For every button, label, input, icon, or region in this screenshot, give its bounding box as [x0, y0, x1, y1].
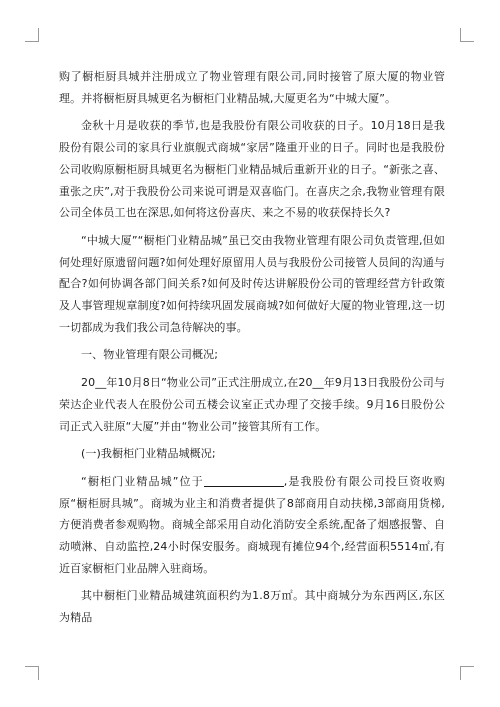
mall-location-prefix: “橱柜门业精品城”位于	[81, 474, 204, 488]
paragraph-company-registration: 20__年10月8日“物业公司”正式注册成立,在20__年9月13日我股份公司与荣达企业代表人在股份公司五楼会议室正式办理了交接手续。9月16日股份公司正式入驻原“大厦”并由“物业公司”接管其所有工作。	[59, 376, 445, 433]
paragraph-intro-continuation: 购了橱柜厨具城并注册成立了物业管理有限公司,同时接管了原大厦的物业管理。并将橱柜厨具城更名为橱柜门业精品城,大厦更名为“中城大厦”。	[59, 70, 445, 105]
corner-mark-top-left	[25, 28, 39, 42]
section-heading-company-overview: 一、物业管理有限公司概况;	[81, 348, 219, 362]
paragraph-management-questions: “中城大厦”“橱柜门业精品城”虽已交由我物业管理有限公司负责管理,但如何处理好原遗留问题?如何处理好原留用人员与我股份公司接管人员间的沟通与配合?如何协调各部门间关系?如何及时传达讲解股份公司的管理经营方针政策及人事管理规章制度?如何持续巩固发展商城?如何做好大厦的物业管理,这一切一切都成为我们我公司急待解决的事。	[59, 233, 445, 334]
corner-mark-top-right	[460, 28, 474, 42]
location-blank-field	[204, 474, 284, 487]
corner-mark-bottom-right	[460, 666, 474, 680]
paragraph-mall-description	[59, 471, 445, 580]
corner-mark-bottom-left	[25, 666, 39, 680]
subsection-heading-mall-overview: (一)我橱柜门业精品城概况;	[81, 447, 216, 461]
document-body	[59, 66, 445, 635]
paragraph-golden-october: 金秋十月是收获的季节,也是我股份有限公司收获的日子。10月18日是我股份有限公司的家具行业旗舰式商城“家居”隆重开业的日子。同时也是我股份公司收购原橱柜厨具城更名为橱柜门业精品城后重新开业的日子。“新张之喜、重张之庆”,对于我股份公司来说可谓是双喜临门。在喜庆之余,我物业管理有限公司全体员工也在深思,如何将这份喜庆、来之不易的收获保持长久?	[59, 119, 445, 220]
paragraph-building-area: 其中橱柜门业精品城建筑面积约为1.8万㎡。其中商城分为东西两区,东区为精品	[59, 589, 445, 625]
mall-description-text: ,是我股份有限公司投巨资收购原“橱柜厨具城”。商城为业主和消费者提供了8部商用自动扶梯,3部商用货梯,方便消费者参观购物。商城全部采用自动化消防安全系统,配备了烟感报警、自动喷淋、自动监控,24小时保安服务。商城现有摊位94个,经营面积5514㎡,有近百家橱柜门业品牌入驻商场。	[59, 474, 445, 575]
